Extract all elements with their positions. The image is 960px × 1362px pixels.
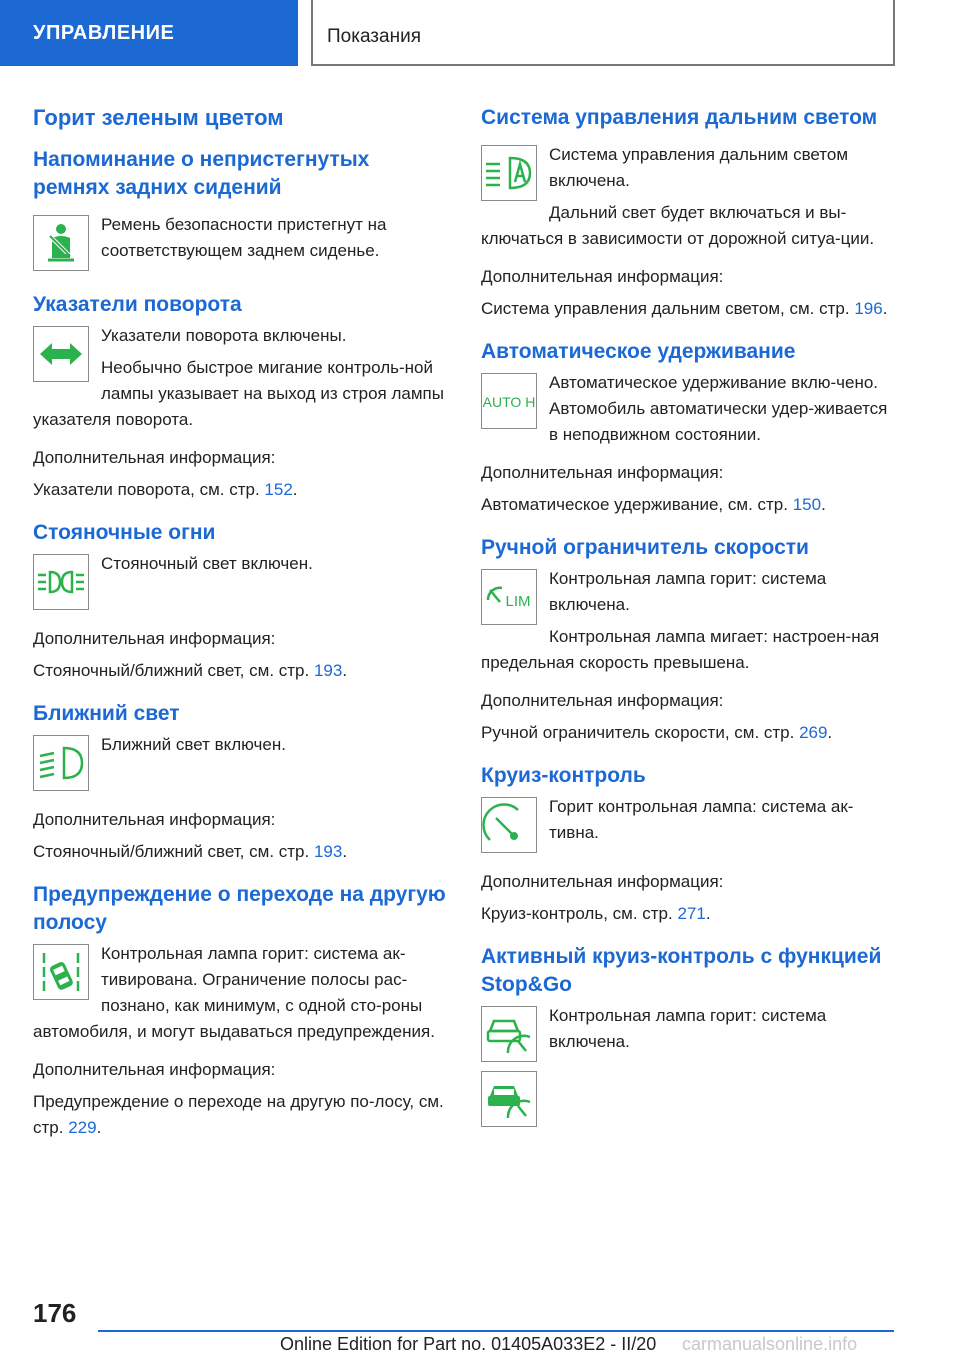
- speed-limiter-icon-label: LIM: [505, 593, 531, 610]
- lane-departure-icon: [33, 944, 89, 1000]
- turn-signal-text-1: Указатели поворота включены.: [101, 326, 347, 345]
- section-heading: Горит зеленым цветом: [33, 105, 284, 130]
- cruise-control-title: Круиз-контроль: [481, 764, 646, 787]
- high-beam-text-1: Система управления дальним светом включена.: [549, 145, 849, 190]
- turn-signal-ref: Указатели поворота, см. стр. 152.: [33, 480, 298, 499]
- lane-departure-title: Предупреждение о переходе на другую полосу: [33, 883, 446, 934]
- chapter-title: Показания: [327, 26, 421, 47]
- page-link[interactable]: 271: [677, 904, 706, 923]
- cruise-control-text: Горит контрольная лампа: система ак-тивна.: [549, 797, 854, 842]
- speed-limiter-ref: Ручной ограничитель скорости, см. стр. 269.: [481, 723, 833, 742]
- acc-vehicle-detected-icon: [481, 1071, 537, 1127]
- acc-icon: [481, 1006, 537, 1062]
- auto-hold-title: Автоматическое удерживание: [481, 340, 796, 363]
- section-tab: УПРАВЛЕНИЕ: [0, 0, 298, 66]
- turn-signal-info: Дополнительная информация:: [33, 448, 276, 467]
- acc-text: Контрольная лампа горит: система включена.: [549, 1006, 827, 1051]
- page-link[interactable]: 193: [313, 661, 343, 680]
- cruise-control-ref: Круиз-контроль, см. стр. 271.: [481, 904, 711, 923]
- page-header: [0, 0, 960, 66]
- auto-hold-ref: Автоматическое удерживание, см. стр. 150.: [481, 495, 826, 514]
- auto-hold-icon-label: AUTO H: [482, 394, 536, 410]
- parking-lights-info: Дополнительная информация:: [33, 629, 276, 648]
- page-number: 176: [33, 1298, 77, 1328]
- speed-limiter-info: Дополнительная информация:: [481, 691, 724, 710]
- left-column: [33, 104, 447, 1141]
- parking-lights-ref: Стояночный/ближний свет, см. стр. 193.: [33, 661, 348, 680]
- seatbelt-icon: [33, 215, 89, 271]
- lane-departure-ref: Предупреждение о переходе на другую по-лосу, см. стр. 229.: [33, 1092, 444, 1137]
- turn-signal-entry: [33, 291, 447, 503]
- turn-signal-title: Указатели поворота: [33, 293, 242, 316]
- footer-divider: [98, 1330, 894, 1332]
- acc-entry: [481, 943, 895, 1131]
- speed-limiter-entry: [481, 534, 895, 746]
- auto-hold-text: Автоматическое удерживание вклю-чено. Автомобиль автоматически удер-живается в неподвижном состоянии.: [549, 373, 888, 444]
- high-beam-ref: Система управления дальним светом, см. стр. 196.: [481, 299, 888, 318]
- parking-lights-text: Стояночный свет включен.: [101, 554, 313, 573]
- page-link[interactable]: 269: [799, 723, 828, 742]
- speed-limiter-title: Ручной ограничитель скорости: [481, 536, 809, 559]
- low-beam-ref: Стояночный/ближний свет, см. стр. 193.: [33, 842, 348, 861]
- high-beam-text-2: Дальний свет будет включаться и вы-ключаться в зависимости от дорожной ситуа-ции.: [481, 203, 875, 248]
- seatbelt-entry: [33, 146, 447, 275]
- speed-limiter-text-1: Контрольная лампа горит: система включена.: [549, 569, 827, 614]
- header-title-box: [311, 0, 895, 66]
- page-link[interactable]: 193: [313, 842, 343, 861]
- cruise-control-info: Дополнительная информация:: [481, 872, 724, 891]
- seatbelt-title: Напоминание о непристегнутых ремнях задних сидений: [33, 148, 370, 199]
- speed-limiter-icon: [481, 569, 537, 625]
- watermark: carmanualsonline.info: [682, 1334, 858, 1354]
- page-link[interactable]: 196: [854, 299, 883, 318]
- auto-hold-info: Дополнительная информация:: [481, 463, 724, 482]
- turn-signal-text-2: Необычно быстрое мигание контроль-ной лампы указывает на выход из строя лампы указателя поворота.: [33, 358, 444, 429]
- high-beam-info: Дополнительная информация:: [481, 267, 724, 286]
- parking-lights-icon: [33, 554, 89, 610]
- lane-departure-entry: [33, 881, 447, 1141]
- page-link[interactable]: 229: [68, 1118, 97, 1137]
- high-beam-entry: [481, 104, 895, 322]
- low-beam-title: Ближний свет: [33, 702, 180, 725]
- turn-signal-icon: [33, 326, 89, 382]
- parking-lights-entry: [33, 519, 447, 684]
- cruise-control-entry: [481, 762, 895, 927]
- acc-title: Активный круиз-контроль с функцией Stop&Go: [481, 945, 882, 996]
- page-link[interactable]: 150: [792, 495, 822, 514]
- page-link[interactable]: 152: [264, 480, 293, 499]
- auto-hold-icon: [481, 373, 537, 429]
- speed-limiter-text-2: Контрольная лампа мигает: настроен-ная предельная скорость превышена.: [481, 627, 880, 672]
- low-beam-entry: [33, 700, 447, 865]
- low-beam-icon: [33, 735, 89, 791]
- lane-departure-text: Контрольная лампа горит: система ак-тивирована. Ограничение полосы рас-познано, как минимум, с одной сто-роны автомобиля, и могут выдаваться предупреждения.: [33, 944, 435, 1041]
- low-beam-text: Ближний свет включен.: [101, 735, 286, 754]
- seatbelt-text: Ремень безопасности пристегнут на соответствующем заднем сиденье.: [101, 215, 387, 260]
- lane-departure-info: Дополнительная информация:: [33, 1060, 276, 1079]
- auto-hold-entry: [481, 338, 895, 518]
- footer-edition: Online Edition for Part no. 01405A033E2 - II/20: [280, 1334, 657, 1354]
- high-beam-title: Система управления дальним светом: [481, 106, 878, 129]
- high-beam-assist-icon: [481, 145, 537, 201]
- page-footer: [0, 1290, 960, 1362]
- right-column: [481, 104, 895, 1131]
- low-beam-info: Дополнительная информация:: [33, 810, 276, 829]
- cruise-control-icon: [481, 797, 537, 853]
- parking-lights-title: Стояночные огни: [33, 521, 216, 544]
